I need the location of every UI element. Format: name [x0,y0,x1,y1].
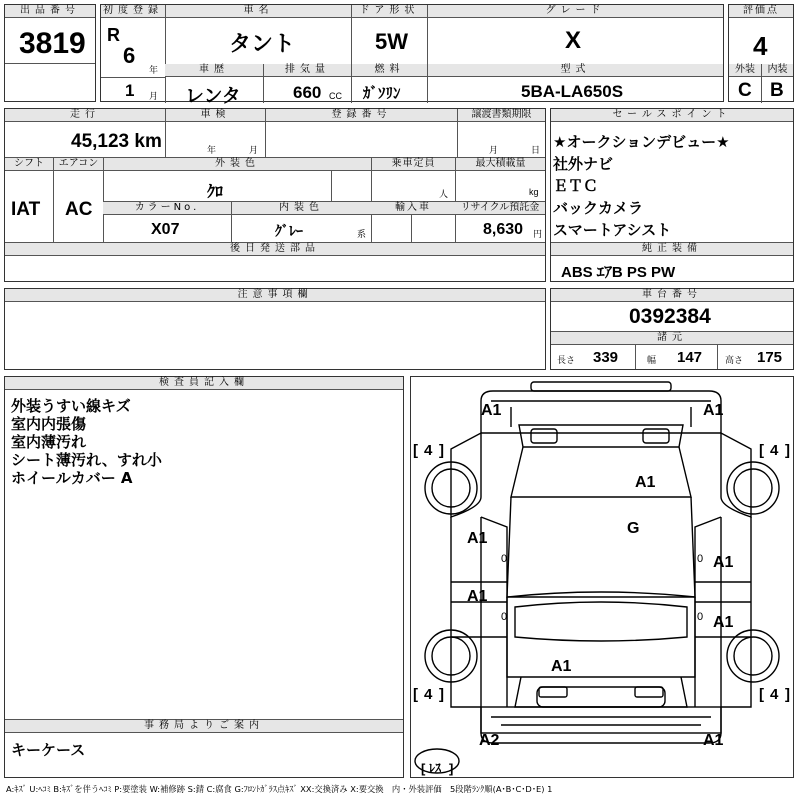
interior-color-unit: 系 [357,229,367,239]
svg-text:]: ] [785,442,790,459]
legend: A:ｷｽﾞ U:ﾍｺﾐ B:ｷｽﾞを伴うﾍｺﾐ P:要塗装 W:補修跡 S:錆 C:腐食 G:ﾌﾛﾝﾄｶﾞﾗｽ点ｷｽﾞ XX:交換済み X:要交換 内・外装評価 5段階ﾗﾝｸ順(A･B･C･D･E) 1 [6,784,553,794]
car-name-label: 車名 [165,5,351,18]
era: R [107,25,120,45]
office-notice-label: 事務局よりご案内 [5,720,403,733]
tire-front-left: 4 [424,442,433,459]
tire-front-right: 4 [770,442,779,459]
svg-text:]: ] [439,442,444,459]
inspection-label: 車検 [165,109,265,122]
height-label: 高さ [725,355,744,365]
tire-rear-left: 4 [424,686,433,703]
vehicle-detail-box [4,108,546,282]
inspection-month-unit: 月 [249,145,259,155]
grade: X [565,27,582,54]
mark-front-door-left: A1 [467,530,488,547]
shift-label: シフト [5,158,53,171]
mark-zero: 0 [697,553,704,565]
history-label: 車歴 [165,64,263,77]
exterior-grade-label: 外装 [729,64,761,77]
sales-point: バックカメラ [553,199,644,217]
registration-no-label: 登録番号 [265,109,457,122]
svg-text:]: ] [439,686,444,703]
lot-number: 3819 [19,27,86,60]
sales-points-box [550,108,794,282]
equipment: ABS ｴｱB PS PW [561,264,676,281]
displacement-label: 排気量 [263,64,351,77]
month-unit: 月 [149,91,159,101]
aircon: AC [65,199,93,220]
fuel: ｶﾞｿﾘﾝ [363,85,401,102]
model-code: 5BA-LA650S [521,82,624,101]
exterior-color: ｸﾛ [207,184,224,201]
reg-year: 6 [123,43,136,68]
specs-label: 諸元 [551,332,793,345]
max-load-label: 最大積載量 [455,158,545,171]
car-name: タント [229,31,296,56]
mark-zero: 0 [501,611,508,623]
notes-label: 注意事項欄 [5,289,545,302]
length-label: 長さ [557,355,576,365]
chassis-number: 0392384 [629,305,711,328]
sales-point: 社外ナビ [553,155,614,173]
shift: IAT [11,199,41,220]
vehicle-header-box [100,4,724,107]
sales-point: ＥＴＣ [553,177,599,195]
mileage-label: 走行 [5,109,165,122]
import-label: 輸入車 [371,202,455,215]
mark-front-door-right: A1 [713,554,734,571]
aircon-label: エアコン [53,158,103,171]
inspector-note: シート薄汚れ、すれ小 [11,451,162,469]
inspector-note: 室内薄汚れ [11,433,87,451]
grade-label: グレード [427,5,723,18]
interior-grade-label: 内装 [761,64,793,77]
mark-front-right: A1 [703,402,724,419]
mark-rear-door-right: A1 [713,614,734,631]
svg-text:[: [ [421,761,426,776]
mileage: 45,123 km [71,131,162,152]
equipment-label: 純正装備 [551,243,793,256]
inspector-notes-box [4,376,404,778]
door-type: 5W [375,29,408,54]
year-unit: 年 [149,65,159,75]
capacity-unit: 人 [439,189,449,199]
model-label: 型式 [427,64,723,77]
mark-rear-door-left: A1 [467,588,488,605]
sales-point: ★オークションデビュー★ [553,133,730,151]
transfer-deadline-label: 譲渡書類期限 [457,109,545,122]
inspector-notes-label: 検査員記入欄 [5,377,403,390]
inspection-year-unit: 年 [207,145,217,155]
svg-text:[: [ [413,442,418,459]
history: レンタ [185,86,241,107]
svg-text:[: [ [759,686,764,703]
mark-rear-left: A2 [479,732,500,749]
overall-score: 4 [753,31,768,61]
length: 339 [593,349,619,366]
displacement-unit: CC [329,91,342,101]
chassis-box [550,288,794,370]
reg-month: 1 [125,81,135,100]
mark-zero: 0 [501,553,508,565]
sales-points-label: セールスポイント [551,109,793,122]
tire-rear-right: 4 [770,686,779,703]
inspector-note: 外装うすい線キズ [11,397,131,415]
lot-number-label: 出品番号 [5,5,95,18]
spare-tire: ﾚｽ [429,761,442,775]
displacement: 660 [293,83,322,102]
score-label: 評価点 [729,5,793,18]
interior-color-label: 内装色 [231,202,371,215]
svg-text:]: ] [785,686,790,703]
car-damage-diagram [411,377,793,777]
inspector-note: ホイールカバー A [11,469,133,487]
transfer-day-unit: 日 [531,145,541,155]
later-shipped-parts-label: 後日発送部品 [5,243,545,256]
office-notice: キーケース [11,741,86,759]
svg-text:[: [ [759,442,764,459]
mark-front-left: A1 [481,402,502,419]
height: 175 [757,349,783,366]
recycle-unit: 円 [533,229,543,239]
color-no-label: カラーNo. [103,202,231,215]
notes-box [4,288,546,370]
exterior-grade: C [738,80,752,101]
mark-back: A1 [551,658,572,675]
recycle-deposit: 8,630 [483,221,524,238]
mark-hood: A1 [635,474,656,491]
first-registration-label: 初度登録 [103,5,163,16]
mark-zero: 0 [697,611,704,623]
svg-text:[: [ [413,686,418,703]
color-no: X07 [151,221,180,238]
recycle-deposit-label: リサイクル預託金 [455,202,545,215]
score-box [728,4,794,102]
interior-grade: B [770,80,784,101]
width: 147 [677,349,703,366]
inspector-note: 室内内張傷 [11,415,87,433]
sales-point: スマートアシスト [553,221,672,239]
svg-text:]: ] [449,761,454,776]
interior-color: ｸﾞﾚｰ [275,223,303,239]
fuel-label: 燃料 [351,64,427,77]
lot-number-box [4,4,96,102]
capacity-label: 乗車定員 [371,158,455,171]
damage-diagram-box [410,376,794,778]
chassis-number-label: 車台番号 [551,289,793,302]
mark-roof: G [627,520,640,537]
transfer-month-unit: 月 [489,145,499,155]
max-load-unit: kg [529,187,539,197]
exterior-color-label: 外装色 [103,158,371,171]
width-label: 幅 [647,355,657,365]
door-type-label: ドア形状 [351,5,427,18]
mark-rear-right: A1 [703,732,724,749]
